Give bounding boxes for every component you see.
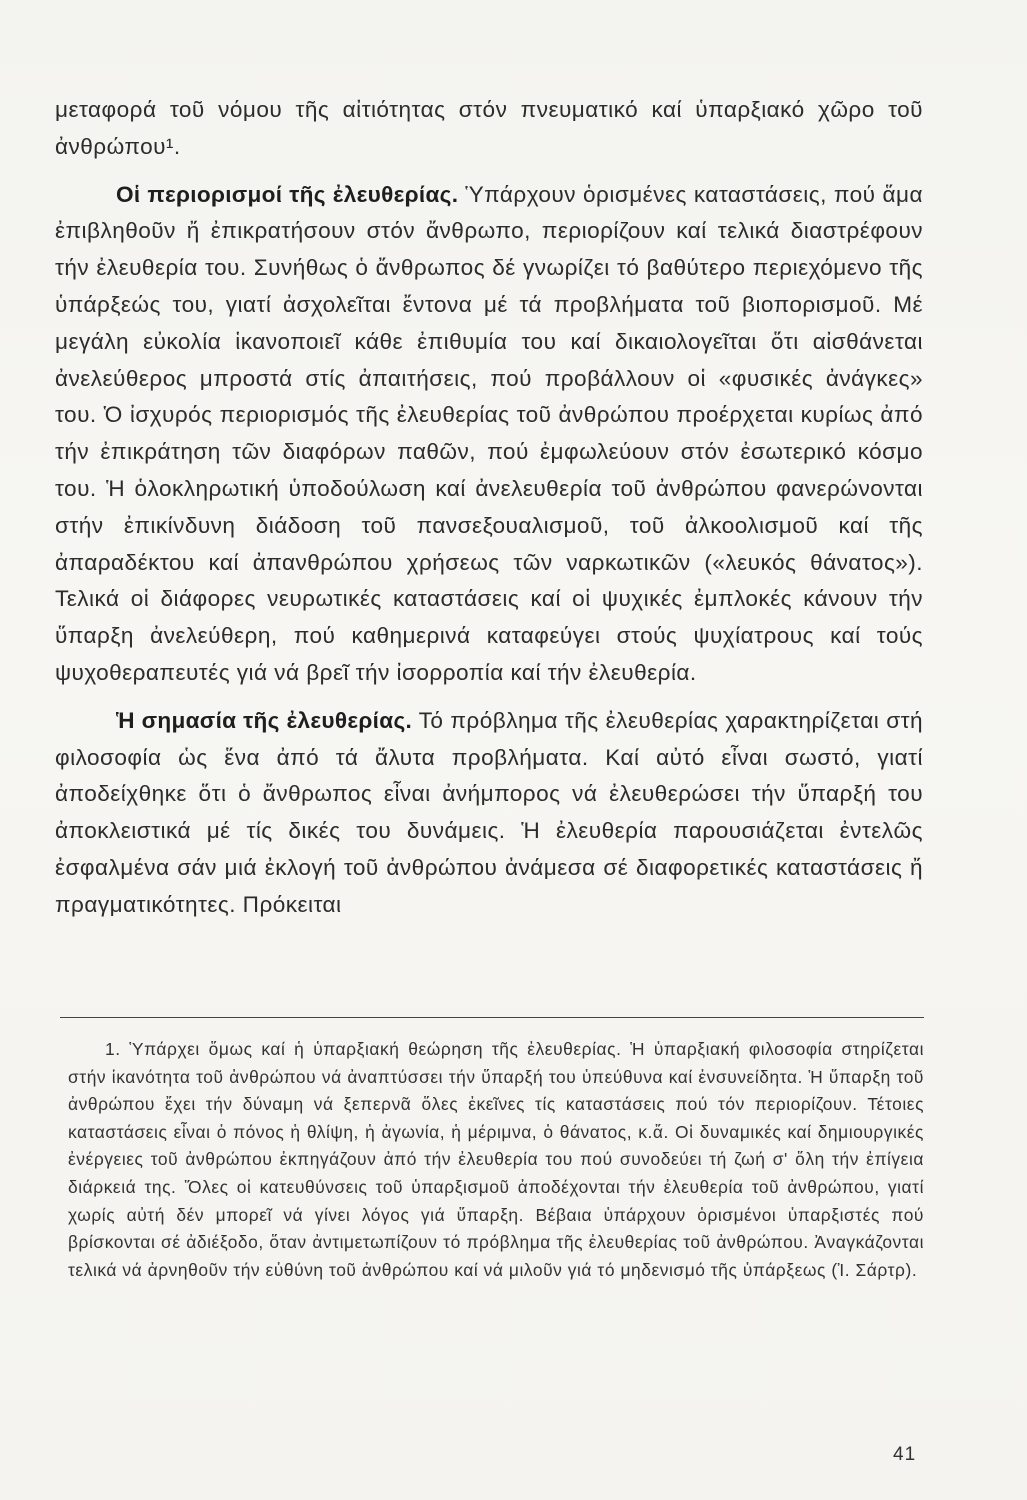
footnote: 1. Ὑπάρχει ὅμως καί ἡ ὑπαρξιακή θεώρηση τῆς ἐλευθερίας. Ἡ ὑπαρξιακή φιλοσοφία στηρίζεται στήν ἱκανότητα τοῦ ἀνθρώπου νά ἀναπτύσσει τήν ὕπαρξή του ὑπεύθυνα καί ἐνσυνείδητα. Ἡ ὕπαρξη τοῦ ἀνθρώπου ἔχει τήν δύναμη νά ξεπερνᾶ ὅλες ἐκεῖνες τίς καταστάσεις πού τόν περιορίζουν. Τέτοιες καταστάσεις εἶναι ὁ πόνος ἡ θλίψη, ἡ ἀγωνία, ἡ μέριμνα, ὁ θάνατος, κ.ἄ. Οἱ δυναμικές καί δημιουργικές ἐνέργειες τοῦ ἀνθρώπου ἐκπηγάζουν ἀπό τήν ἐλευθερία του πού συνοδεύει τή ζωή σ' ὅλη τήν ἐπίγεια διάρκειά της. Ὅλες οἱ κατευθύνσεις τοῦ ὑπαρξισμοῦ ἀποδέχονται τήν ἐλευθερία τοῦ ἀνθρώπου, γιατί χωρίς αὐτή δέν μπορεῖ νά γίνει λόγος γιά ὕπαρξη. Βέβαια ὑπάρχουν ὁρισμένοι ὑπαρξιστές πού βρίσκονται σέ ἀδιέξοδο, ὅταν ἀντιμετωπίζουν τό πρόβλημα τῆς ἐλευθερίας τοῦ ἀνθρώπου. Ἀναγκάζονται τελικά νά ἀρνηθοῦν τήν εὐθύνη τοῦ ἀνθρώπου καί νά μιλοῦν γιά τό μηδενισμό τῆς ὑπάρξεως (Ἰ. Σάρτρ). (68, 1039, 924, 1280)
paragraph-1 (55, 92, 923, 166)
page-number: 41 (893, 1444, 917, 1465)
paragraph-3-text: Τό πρόβλημα τῆς ἐλευθερίας χαρακτηρίζεται στή φιλοσοφία ὡς ἕνα ἀπό τά ἄλυτα προβλήματα. Καί αὐτό εἶναι σωστό, γιατί ἀποδείχθηκε ὅτι ὁ ἄνθρωπος εἶναι ἀνήμπορος νά ἐλευθερώσει τήν ὕπαρξή του ἀποκλειστικά μέ τίς δικές του δυνάμεις. Ἡ ἐλευθερία παρουσιάζεται ἐντελῶς ἐσφαλμένα σάν μιά ἐκλογή τοῦ ἀνθρώπου ἀνάμεσα σέ διαφορετικές καταστάσεις ἤ πραγματικότητες. Πρόκειται (55, 707, 923, 917)
section-heading-significance: Ἡ σημασία τῆς ἐλευθερίας. (116, 707, 413, 733)
footnote-separator (60, 1017, 924, 1018)
paragraph-2 (55, 177, 923, 692)
paragraph-3 (55, 703, 923, 924)
paragraph-2-text: Ὑπάρχουν ὁρισμένες καταστάσεις, πού ἅμα ἐπιβληθοῦν ἤ ἐπικρατήσουν στόν ἄνθρωπο, περιορίζουν καί τελικά διαστρέφουν τήν ἐλευθερία του. Συνήθως ὁ ἄνθρωπος δέ γνωρίζει τό βαθύτερο περιεχόμενο τῆς ὑπάρξεώς του, γιατί ἀσχολεῖται ἔντονα μέ τά προβλήματα τοῦ βιοπορισμοῦ. Μέ μεγάλη εὐκολία ἱκανοποιεῖ κάθε ἐπιθυμία του καί δικαιολογεῖται ὅτι αἰσθάνεται ἀνελεύθερος μπροστά στίς ἀπαιτήσεις, πού προβάλλουν οἱ «φυσικές ἀνάγκες» του. Ὁ ἰσχυρός περιορισμός τῆς ἐλευθερίας τοῦ ἀνθρώπου προέρχεται κυρίως ἀπό τήν ἐπικράτηση τῶν διαφόρων παθῶν, πού ἐμφωλεύουν στόν ἐσωτερικό κόσμο του. Ἡ ὁλοκληρωτική ὑποδούλωση καί ἀνελευθερία τοῦ ἀνθρώπου φανερώνονται στήν ἐπικίνδυνη διάδοση τοῦ πανσεξουαλισμοῦ, τοῦ ἀλκοολισμοῦ καί τῆς ἀπαραδέκτου καί ἀπανθρώπου χρήσεως τῶν ναρκωτικῶν («λευκός θάνατος»). Τελικά οἱ διάφορες νευρωτικές καταστάσεις καί οἱ ψυχικές ἐμπλοκές κάνουν τήν ὕπαρξη ἀνελεύθερη, πού καθημερινά καταφεύγει στούς ψυχίατρους καί τούς ψυχοθεραπευτές γιά νά βρεῖ τήν ἰσορροπία καί τήν ἐλευθερία. (55, 181, 923, 685)
paragraph-1-text: μεταφορά τοῦ νόμου τῆς αἰτιότητας στόν πνευματικό καί ὑπαρξιακό χῶρο τοῦ ἀνθρώπου¹. (55, 97, 923, 159)
main-text (55, 92, 923, 924)
section-heading-limits: Οἱ περιορισμοί τῆς ἐλευθερίας. (116, 181, 459, 207)
